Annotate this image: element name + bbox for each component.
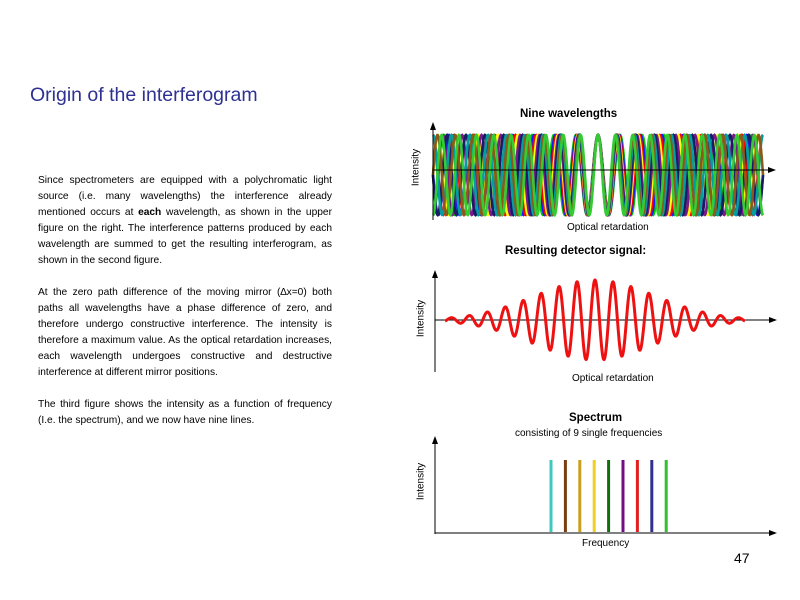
fig3-spectral-line-8 (650, 460, 653, 532)
paragraph-1 (38, 173, 332, 269)
fig3-title: Spectrum (569, 412, 623, 424)
fig1-x-axis-arrow (768, 167, 776, 173)
fig1-title: Nine wavelengths (520, 108, 618, 120)
fig2-xlabel: Optical retardation (572, 373, 654, 384)
fig2-x-axis-arrow (769, 317, 777, 323)
fig3-ylabel: Intensity (415, 462, 427, 501)
paragraph-1-start: Since spectrometers are equipped with a polychromatic light source (i.e. many wavelengths) the interference already mentioned occurs at (38, 175, 332, 218)
fig1-ylabel: Intensity (410, 148, 422, 187)
fig3-x-axis-arrow (769, 530, 777, 536)
fig2-chart (425, 268, 780, 376)
fig1-y-axis-arrow (430, 122, 436, 130)
fig3-spectral-line-7 (636, 460, 639, 532)
fig1-chart (418, 118, 778, 228)
fig3-spectral-line-5 (607, 460, 610, 532)
fig1-xlabel: Optical retardation (567, 222, 649, 233)
fig3-spectral-line-9 (665, 460, 668, 532)
fig3-y-axis-arrow (432, 436, 438, 444)
fig3-spectral-line-4 (593, 460, 596, 532)
fig3-spectral-line-2 (564, 460, 567, 532)
fig1-waves (433, 135, 763, 215)
paragraph-1-end: wavelength, as shown in the upper figure on the right. The interference patterns produced by each wavelength are summed to get the resulting interferogram, as shown in the second figure. (38, 207, 332, 266)
fig3-spectral-lines (550, 460, 668, 532)
paragraph-2: At the zero path difference of the moving mirror (∆x=0) both paths all wavelengths have a phase difference of zero, and therefore undergo constructive interference. The intensity is therefore a maximum value. As the optical retardation increases, each wavelength undergoes constructive and destructive interference at different mirror positions. (38, 287, 332, 378)
fig2-ylabel: Intensity (415, 299, 427, 338)
body-text (38, 173, 332, 445)
paragraph-3: The third figure shows the intensity as a function of frequency (I.e. the spectrum), and we now have nine lines. (38, 399, 332, 426)
fig2-y-axis-arrow (432, 270, 438, 278)
fig3-subtitle: consisting of 9 single frequencies (515, 428, 663, 439)
fig3-chart (425, 436, 780, 540)
slide-title: Origin of the interferogram (30, 84, 258, 106)
fig3-spectral-line-3 (578, 460, 581, 532)
page-number: 47 (734, 550, 750, 566)
fig3-spectral-line-1 (550, 460, 553, 532)
fig3-spectral-line-6 (622, 460, 625, 532)
paragraph-1-emphasis: each (138, 207, 162, 218)
fig2-title: Resulting detector signal: (505, 245, 647, 257)
fig3-xlabel: Frequency (582, 538, 630, 549)
